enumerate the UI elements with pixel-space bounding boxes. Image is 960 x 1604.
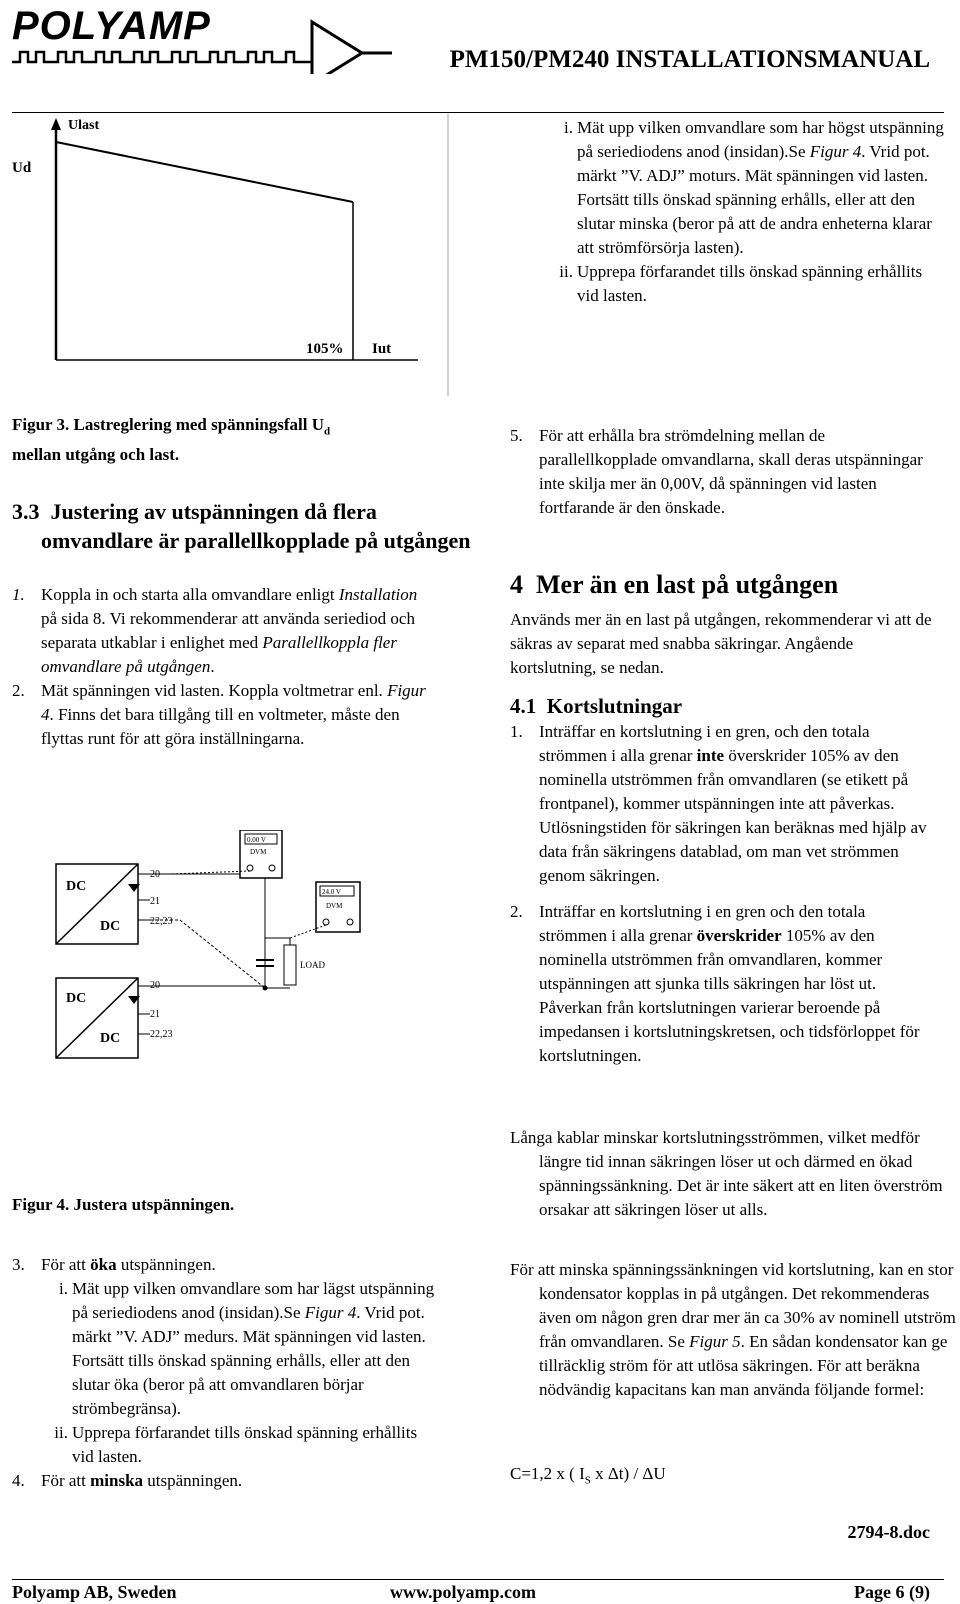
step-2: 2. Mät spänningen vid lasten. Koppla voltmetrar enl. Figur 4. Finns det bara tillgång till en voltmeter, måste den flyttas runt för att göra inställningarna. [12,681,426,748]
x-axis-label: Iut [372,341,392,357]
figure-3-caption: Figur 3. Lastreglering med spänningsfall $U_d$ mellan utgång och last. [12,415,331,465]
svg-text:DC: DC [100,919,121,934]
section-4-1-items [510,720,935,1068]
list-item: i. Mät upp vilken omvandlare som har lägst utspänning på seriediodens anod (insidan).Se Figur 4. Vrid pot. märkt ”V. ADJ” medurs. Mät spänningen vid lasten. Fortsätt tills önskad spänning erhålls, eller att den slutar öka (beror på att omvandlaren börjar strömbegränsa). [59,1279,435,1418]
svg-text:DVM: DVM [326,902,343,910]
figure-3-graph [8,112,428,372]
footer-company: Polyamp AB, Sweden [12,1582,177,1602]
document-filename: 2794-8.doc [847,1522,930,1542]
list-item: i. Mät upp vilken omvandlare som har högst utspänning på seriediodens anod (insidan).Se Figur 4. Vrid pot. märkt ”V. ADJ” moturs. Mät spänningen vid lasten. Fortsätt tills önskad spänning erhålls, eller att den slutar minska (beror på att de andra enheterna klarar att strömförsörja lasten). [564,118,944,257]
ud-label: Ud [12,160,32,176]
pct-label: 105% [306,341,344,357]
footer-website-link[interactable]: www.polyamp.com [390,1582,537,1602]
section-3-3-steps [12,583,432,751]
svg-text:20: 20 [150,869,160,880]
step-4: 4. För att minska utspänningen. [12,1471,243,1490]
list-item: ii. Upprepa förfarandet tills önskad spänning erhållits vid lasten. [559,262,923,305]
list-item: ii. Upprepa förfarandet tills önskad spänning erhållits vid lasten. [54,1423,418,1466]
figure-divider [447,114,449,396]
svg-text:20: 20 [150,980,160,991]
document-title: PM150/PM240 INSTALLATIONSMANUAL [449,46,930,73]
y-axis-arrow [51,118,61,130]
svg-text:DVM: DVM [250,848,267,856]
svg-text:LOAD: LOAD [300,960,325,970]
svg-text:22,23: 22,23 [150,916,173,927]
company-logo: POLYAMP [12,4,211,49]
logo-waveform-graphic [12,48,332,68]
svg-text:DC: DC [66,879,87,894]
y-axis-label: Ulast [68,118,100,133]
svg-text:24.0 V: 24.0 V [322,888,341,896]
kortslutning-item-2: 2. Inträffar en kortslutning i en gren och den totala strömmen i alla grenar överskrider 105% av den nominella utströmmen från omvandlaren, kommer utspänningen att sjunka tills säkringen har löst ut. Påverkan från kortslutningen varierar beroende på impedansen i kortslutningskretsen, och tidsförloppet för kortslutningen. [510,902,920,1065]
figure-4-diagram [50,830,380,1090]
kortslutning-paragraph-2: För att minska spänningssänkningen vid kortslutning, kan en stor kondensator kopplas in på utgången. Det rekommenderas även om någon gren drar mer än ca 30% av nominell utström från omvandlaren. Se Figur 5. En sådan kondensator kan ge tillräcklig ström för att utlösa säkringen. För att beräkna nödvändig kapacitans kan man använda följande formel: [510,1260,956,1399]
kortslutning-item-1: 1. Inträffar en kortslutning i en gren, och den totala strömmen i alla grenar inte överskrider 105% av den nominella utströmmen från omvandlaren (se etikett på frontpanel), kommer utspänningen inte att påverkas. Utlösningstiden för säkringen kan beräknas med hjälp av data från säkringens datablad, om man vet strömmen genom säkringen. [510,722,927,885]
svg-text:22,23: 22,23 [150,1029,173,1040]
svg-text:21: 21 [150,1009,160,1020]
top-right-list [546,116,946,308]
section-4-body: Används mer än en last på utgången, rekommenderar vi att de säkras av separat med snabba säkringar. Angående kortslutning, se nedan. [510,610,932,677]
step-1: 1. Koppla in och starta alla omvandlare enligt Installation på sida 8. Vi rekommenderar att använda seriediod och separata utkablar i enlighet med Parallellkoppla fler omvandlare på utgången. [12,585,418,676]
svg-text:DC: DC [66,991,87,1006]
svg-text:21: 21 [150,896,160,907]
kortslutning-paragraph-1: Långa kablar minskar kortslutningsströmmen, vilket medför längre tid innan säkringen löser ut och därmed en ökad spänningssänkning. Det är inte säkert att en liten överström orsakar att säkringen löser ut alls. [510,1128,943,1219]
steps-3-4 [12,1253,442,1493]
svg-text:0.00 V: 0.00 V [247,836,266,844]
step-3: 3. För att öka utspänningen. [12,1255,216,1274]
section-4-heading: 4 Mer än en last på utgången [510,570,839,599]
regulation-curve [56,142,353,202]
svg-text:DC: DC [100,1031,121,1046]
section-4-1-heading: 4.1 Kortslutningar [510,694,683,718]
footer-rule [12,1579,944,1580]
step-5: 5. För att erhålla bra strömdelning mellan de parallellkopplade omvandlarna, skall deras utspänningar inte skilja mer än 0,00V, då spänningen vid lasten fortfarande är den önskade. [510,426,923,517]
figure-4-caption: Figur 4. Justera utspänningen. [12,1195,235,1214]
load-resistor [284,945,296,985]
capacitance-formula: C=1,2 x ( $I_S$ x Δt) / ΔU [510,1464,666,1487]
section-3-3-heading: 3.3 Justering av utspänningen då flera omvandlare är parallellkopplade på utgången [12,499,471,553]
footer-page-number: Page 6 (9) [854,1582,930,1602]
